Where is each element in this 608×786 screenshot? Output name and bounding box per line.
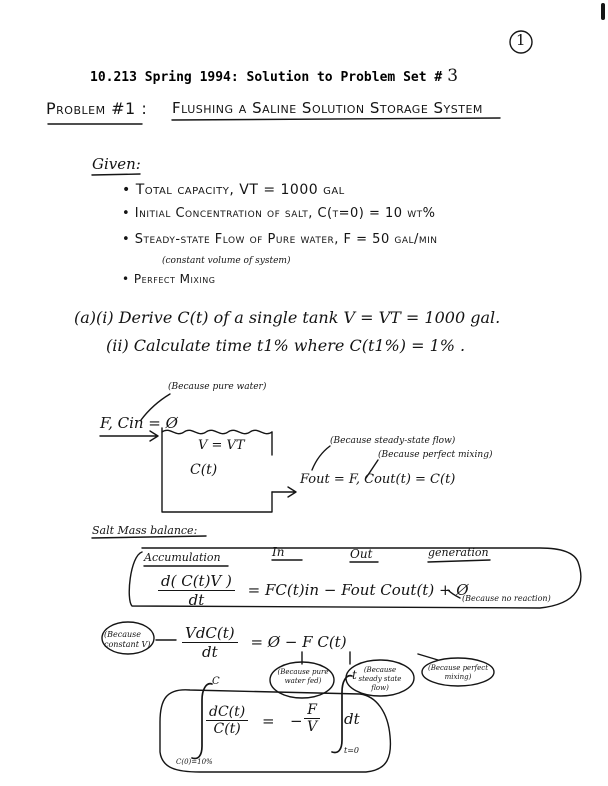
balance-rhs: = FC(t)in − Fout Cout(t) + Ø	[247, 580, 469, 599]
integral-dt: dt	[344, 710, 360, 728]
page-number: 1	[516, 31, 526, 49]
col-in: In	[272, 545, 285, 559]
outlet-arrow	[272, 487, 296, 497]
integral-rhs-denominator: V	[307, 719, 318, 735]
integral-lhs-fraction	[206, 704, 248, 737]
col-accumulation: Accumulation	[144, 551, 221, 564]
tank-volume-label: V = VT	[198, 438, 245, 453]
set-number: 3	[447, 66, 459, 86]
given-underline	[92, 174, 140, 175]
step2-equation	[182, 624, 347, 661]
outlet-note-pointer-1	[312, 446, 330, 470]
integral-rhs-numerator: F	[304, 702, 320, 719]
step2-fraction	[182, 624, 238, 661]
tank-conc-label: C(t)	[190, 462, 218, 478]
step2-numerator: VdC(t)	[182, 624, 238, 643]
title-underline	[172, 118, 500, 120]
course-line: 10.213 Spring 1994: Solution to Problem Set #	[90, 70, 443, 85]
acc-denominator: dt	[188, 591, 205, 609]
given-item-2: • Initial Concentration of salt, C(t=0) = 10 wt%	[122, 206, 436, 221]
course-header	[90, 66, 458, 86]
step2-denominator: dt	[202, 643, 218, 661]
water-surface	[162, 430, 272, 433]
inlet-label: F, Cin = Ø	[100, 414, 178, 432]
integral-rhs	[304, 702, 320, 735]
outlet-note-2: (Because perfect mixing)	[378, 450, 493, 460]
acc-numerator: d( C(t)V )	[158, 572, 235, 591]
integral-rhs-fraction	[304, 702, 320, 735]
given-item-1: • Total capacity, VT = 1000 gal	[122, 182, 345, 198]
outlet-label: Fout = F, Cout(t) = C(t)	[300, 472, 456, 487]
step2-rhs: = Ø − F C(t)	[250, 632, 347, 651]
given-item-3: • Steady-state Flow of Pure water, F = 50 gal/min	[122, 232, 438, 247]
balance-heading: Salt Mass balance:	[92, 524, 198, 537]
given-note: (constant volume of system)	[162, 256, 291, 266]
col-generation: generation	[428, 546, 489, 559]
integral-denominator: C(t)	[213, 721, 241, 737]
problem-label: Problem #1 :	[46, 99, 148, 118]
integral-lhs	[206, 704, 248, 737]
part-a-line-1: (a)(i) Derive C(t) of a single tank V = VT = 1000 gal.	[74, 308, 501, 327]
integral-upper-right: t	[352, 668, 357, 682]
integral-equals: =	[262, 712, 275, 730]
note-perfect-mixing: (Because perfect mixing)	[427, 664, 489, 681]
integral-rhs-sign: −	[290, 712, 303, 730]
given-heading: Given:	[92, 155, 141, 173]
integral-lower-left: C(0)=10%	[176, 758, 213, 766]
integral-lower-right: t=0	[344, 746, 360, 755]
part-a-line-2: (ii) Calculate time t1% where C(t1%) = 1% .	[106, 336, 466, 355]
integral-numerator: dC(t)	[206, 704, 248, 721]
inlet-arrow	[100, 431, 158, 441]
inlet-note: (Because pure water)	[168, 382, 267, 392]
accumulation-fraction	[158, 572, 235, 609]
integral-upper-left: C	[212, 676, 220, 687]
note-pure-water: (Because pure water fed)	[277, 668, 329, 685]
given-item-4: • Perfect Mixing	[122, 272, 216, 286]
const-v-note: (Because constant V)	[104, 630, 151, 649]
col-out: Out	[350, 547, 373, 561]
note-steady-state: (Because steady state flow)	[358, 666, 402, 692]
reaction-note: (Because no reaction)	[462, 594, 551, 603]
problem-title: Flushing a Saline Solution Storage System	[172, 99, 483, 117]
outlet-note-1: (Because steady-state flow)	[330, 436, 456, 446]
balance-equation	[158, 572, 469, 609]
